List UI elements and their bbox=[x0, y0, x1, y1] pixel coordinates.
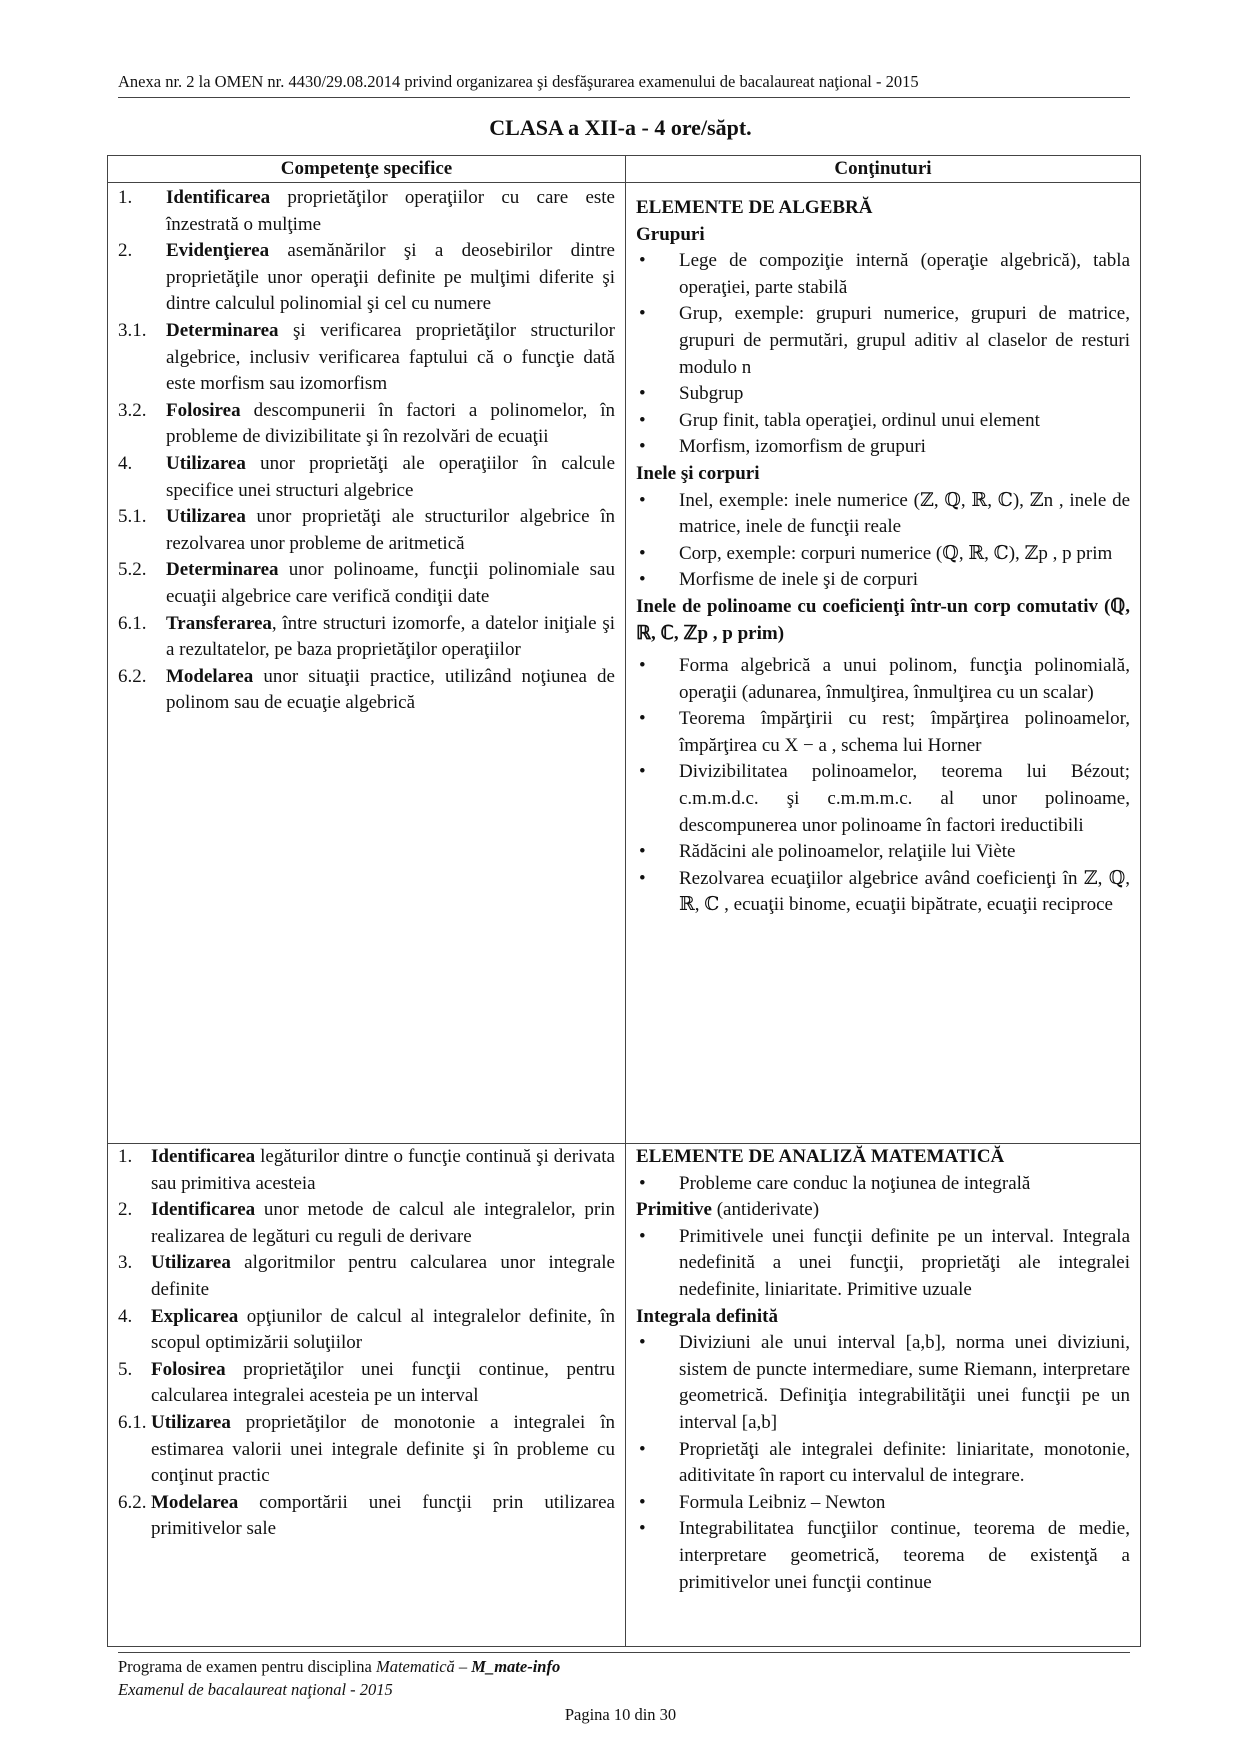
competency-rest: proprietăţilor operaţiilor cu care este înzestrată o mulţime bbox=[166, 187, 615, 235]
bullet-icon: • bbox=[639, 542, 646, 564]
content-bullet-text: Diviziuni ale unui interval [a,b], norma unei diviziuni, sistem de puncte intermediare, sume Riemann, interpretare geometrică. Definiţia integrabilităţii unei funcţii pe un interval [a,b] bbox=[679, 1332, 1130, 1433]
competency-text bbox=[166, 504, 615, 557]
content-bullet-text: Rădăcini ale polinoamelor, relaţiile lui Viète bbox=[679, 841, 1016, 863]
competency-verb: Modelarea bbox=[166, 665, 254, 687]
competency-verb: Identificarea bbox=[151, 1199, 256, 1221]
bullet-icon: • bbox=[639, 1518, 646, 1540]
content-bullet-item bbox=[636, 1490, 1130, 1517]
contents-cell bbox=[626, 1144, 1140, 1646]
subsection-title: Primitive bbox=[636, 1199, 712, 1221]
competency-item bbox=[118, 1250, 615, 1303]
competency-rest: unor metode de calcul ale integralelor, prin realizarea de legături cu reguli de derivare bbox=[151, 1199, 615, 1247]
competency-rest: unor proprietăţi ale structurilor algebrice în rezolvarea unor probleme de aritmetică bbox=[166, 506, 615, 554]
competency-verb: Identificarea bbox=[151, 1146, 256, 1167]
competency-item bbox=[118, 451, 615, 504]
competency-verb: Utilizarea bbox=[151, 1252, 231, 1274]
competency-verb: Determinarea bbox=[166, 319, 279, 341]
competency-rest: comportării unei funcţii prin utilizarea primitivelor sale bbox=[151, 1491, 615, 1540]
content-bullet-text: Morfism, izomorfism de grupuri bbox=[679, 436, 926, 458]
subsection-heading: Inele de polinoame cu coeficienţi într-un corp comutativ (ℚ, ℝ, ℂ, ℤp , p prim) bbox=[636, 595, 1130, 644]
competency-rest: asemănărilor şi a deosebirilor dintre proprietăţile unor operaţii definite pe mulţimi diferite şi dintre calculul polinomial şi cel cu numere bbox=[166, 240, 615, 315]
content-bullet-item bbox=[636, 488, 1130, 541]
competency-number: 6.1. bbox=[118, 1411, 147, 1433]
competency-number: 3. bbox=[118, 1252, 133, 1274]
competency-item bbox=[118, 318, 615, 398]
content-bullet-item bbox=[636, 408, 1130, 435]
competencies-cell bbox=[108, 183, 626, 1143]
footer-subject: Matematică bbox=[375, 1657, 455, 1676]
content-bullet-text: Corp, exemple: corpuri numerice (ℚ, ℝ, ℂ), ℤp , p prim bbox=[679, 542, 1113, 564]
subsection-heading: Integrala definită bbox=[636, 1305, 778, 1327]
table-header-row bbox=[108, 156, 1140, 183]
content-bullet-text: Forma algebrică a unui polinom, funcţia polinomială, operaţii (adunarea, înmulţirea, înmulţirea cu un scalar) bbox=[679, 655, 1130, 703]
competency-rest: legăturilor dintre o funcţie continuă şi derivata sau primitiva acesteia bbox=[151, 1146, 615, 1194]
competency-text bbox=[166, 557, 615, 610]
competency-rest: algoritmilor pentru calcularea unor integrale definite bbox=[151, 1252, 615, 1300]
content-bullet-item bbox=[636, 567, 1130, 594]
competency-number: 4. bbox=[118, 1305, 133, 1327]
competency-text bbox=[151, 1357, 615, 1410]
competency-item bbox=[118, 664, 615, 717]
competency-number: 2. bbox=[118, 1199, 133, 1221]
content-bullet-item bbox=[636, 839, 1130, 866]
bullet-icon: • bbox=[639, 841, 646, 863]
content-bullet-text: Integrabilitatea funcţiilor continue, teorema de medie, interpretare geometrică, teorema de existenţă a primitivelor unei funcţii continue bbox=[679, 1518, 1130, 1593]
footer-divider bbox=[118, 1652, 1130, 1653]
page-number: Pagina 10 din 30 bbox=[564, 1705, 677, 1724]
competency-rest: proprietăţilor de monotonie a integralei în estimarea valorii unei integrale definite şi în probleme cu conţinut practic bbox=[151, 1411, 615, 1487]
competency-text bbox=[151, 1410, 615, 1490]
content-bullet-item bbox=[636, 866, 1130, 919]
footer-prefix: Programa de examen pentru disciplina bbox=[118, 1657, 376, 1676]
bullet-icon: • bbox=[639, 436, 646, 458]
competency-number: 6.2. bbox=[118, 1491, 147, 1513]
table-row-algebra bbox=[108, 183, 1140, 1144]
bullet-icon: • bbox=[639, 1172, 646, 1194]
competency-verb: Explicarea bbox=[151, 1305, 239, 1327]
competencies-cell bbox=[108, 1144, 626, 1646]
content-bullet-text: Formula Leibniz – Newton bbox=[679, 1491, 886, 1513]
competency-number: 3.2. bbox=[118, 399, 147, 421]
footer-program-line bbox=[118, 1657, 560, 1677]
competency-number: 3.1. bbox=[118, 319, 147, 341]
content-bullet-item bbox=[636, 1516, 1130, 1596]
content-bullet-text: Teorema împărţirii cu rest; împărţirea polinoamelor, împărţirea cu X − a , schema lui Horner bbox=[679, 708, 1130, 756]
competency-item bbox=[118, 398, 615, 451]
content-bullet-text: Grup finit, tabla operaţiei, ordinul unui element bbox=[679, 409, 1040, 431]
content-bullet-text: Lege de compoziţie internă (operaţie algebrică), tabla operaţiei, parte stabilă bbox=[679, 250, 1130, 298]
competency-number: 5.1. bbox=[118, 506, 147, 528]
competency-item bbox=[118, 185, 615, 238]
bullet-icon: • bbox=[639, 409, 646, 431]
competency-number: 5.2. bbox=[118, 559, 147, 581]
content-bullet-item bbox=[636, 653, 1130, 706]
competency-verb: Utilizarea bbox=[166, 506, 246, 528]
content-bullet-text: Divizibilitatea polinoamelor, teorema lui Bézout; c.m.m.d.c. şi c.m.m.m.c. al unor polinoame, descompunerea unor polinoame în factori ireductibili bbox=[679, 761, 1130, 836]
bullet-icon: • bbox=[639, 708, 646, 730]
section-heading: ELEMENTE DE ANALIZĂ MATEMATICĂ bbox=[636, 1146, 1005, 1167]
content-bullet-item bbox=[636, 381, 1130, 408]
subsection-heading: Grupuri bbox=[636, 223, 705, 245]
competency-rest: unor proprietăţi ale operaţiilor în calcule specifice unei structuri algebrice bbox=[166, 452, 615, 501]
curriculum-table bbox=[107, 155, 1141, 1647]
contents-cell bbox=[626, 183, 1140, 1143]
competency-text bbox=[151, 1304, 615, 1357]
subsection-heading bbox=[636, 1197, 1130, 1224]
col-header-contents: Conţinuturi bbox=[834, 158, 932, 179]
competency-rest: descompunerii în factori a polinomelor, în probleme de divizibilitate şi în rezolvări de ecuaţii bbox=[166, 399, 615, 448]
competency-number: 4. bbox=[118, 452, 133, 474]
content-bullet-item bbox=[636, 706, 1130, 759]
competency-verb: Transferarea bbox=[166, 612, 272, 634]
competency-text bbox=[166, 185, 615, 238]
competency-item bbox=[118, 1490, 615, 1543]
competency-text bbox=[151, 1144, 615, 1197]
content-bullet-text: Inel, exemple: inele numerice (ℤ, ℚ, ℝ, ℂ), ℤn , inele de matrice, inele de funcţii reale bbox=[679, 489, 1130, 538]
competency-item bbox=[118, 557, 615, 610]
competency-rest: proprietăţilor unei funcţii continue, pentru calcularea integralei acesteia pe un interval bbox=[151, 1358, 615, 1407]
competency-text bbox=[166, 398, 615, 451]
content-bullet-item bbox=[636, 759, 1130, 839]
competency-text bbox=[166, 451, 615, 504]
competency-item bbox=[118, 1357, 615, 1410]
competency-verb: Utilizarea bbox=[151, 1411, 231, 1433]
footer-exam-line: Examenul de bacalaureat naţional - 2015 bbox=[118, 1680, 393, 1699]
competency-item bbox=[118, 1304, 615, 1357]
content-bullet-item bbox=[636, 248, 1130, 301]
competency-verb: Evidenţierea bbox=[166, 240, 270, 262]
content-bullet-item bbox=[636, 1171, 1130, 1198]
competency-verb: Determinarea bbox=[166, 559, 279, 581]
content-bullet-text: Primitivele unei funcţii definite pe un interval. Integrala nedefinită a unei funcţii, proprietăţi ale integralei nedefinite, liniaritate. Primitive uzuale bbox=[679, 1225, 1130, 1300]
competency-text bbox=[166, 611, 615, 664]
content-bullet-item bbox=[636, 541, 1130, 568]
subsection-heading: Inele şi corpuri bbox=[636, 462, 760, 484]
competency-number: 1. bbox=[118, 187, 133, 208]
competency-text bbox=[166, 664, 615, 717]
competency-rest: , între structuri izomorfe, a datelor iniţiale şi a rezultatelor, pe baza proprietăţilor operaţiilor bbox=[166, 612, 615, 661]
competency-verb: Folosirea bbox=[151, 1358, 226, 1380]
competency-text bbox=[166, 238, 615, 318]
competency-text bbox=[151, 1490, 615, 1543]
content-bullet-text: Rezolvarea ecuaţiilor algebrice având coeficienţi în ℤ, ℚ, ℝ, ℂ , ecuaţii binome, ecuaţii bipătrate, ecuaţii reciproce bbox=[679, 867, 1130, 916]
competency-item bbox=[118, 1144, 615, 1197]
competency-item bbox=[118, 1197, 615, 1250]
col-header-competencies: Competenţe specifice bbox=[108, 156, 626, 182]
competency-number: 6.2. bbox=[118, 665, 147, 687]
bullet-icon: • bbox=[639, 303, 646, 325]
competency-number: 2. bbox=[118, 240, 133, 262]
competency-number: 1. bbox=[118, 1146, 133, 1167]
competency-item bbox=[118, 611, 615, 664]
table-row-analysis bbox=[108, 1144, 1140, 1646]
content-bullet-item bbox=[636, 1224, 1130, 1304]
footer-program: M_mate-info bbox=[471, 1657, 561, 1676]
competency-verb: Utilizarea bbox=[166, 452, 246, 474]
bullet-icon: • bbox=[639, 655, 646, 677]
section-heading: ELEMENTE DE ALGEBRĂ bbox=[636, 197, 873, 218]
bullet-icon: • bbox=[639, 250, 646, 272]
content-bullet-text: Proprietăţi ale integralei definite: liniaritate, monotonie, aditivitate în raport cu intervalul de integrare. bbox=[679, 1438, 1130, 1487]
competency-item bbox=[118, 238, 615, 318]
bullet-icon: • bbox=[639, 489, 646, 511]
content-bullet-text: Subgrup bbox=[679, 383, 744, 405]
bullet-icon: • bbox=[639, 1438, 646, 1460]
competency-rest: şi verificarea proprietăţilor structurilor algebrice, inclusiv verificarea faptului că o funcţie dată este morfism sau izomorfism bbox=[166, 319, 615, 395]
content-bullet-item bbox=[636, 434, 1130, 461]
content-bullet-text: Probleme care conduc la noţiunea de integrală bbox=[679, 1172, 1031, 1194]
competency-text bbox=[151, 1250, 615, 1303]
content-bullet-item bbox=[636, 1330, 1130, 1436]
competency-verb: Identificarea bbox=[166, 187, 271, 208]
competency-text bbox=[166, 318, 615, 398]
competency-verb: Modelarea bbox=[151, 1491, 239, 1513]
content-bullet-item bbox=[636, 301, 1130, 381]
competency-rest: unor situaţii practice, utilizând noţiunea de polinom sau de ecuaţie algebrică bbox=[166, 665, 615, 714]
competency-number: 6.1. bbox=[118, 612, 147, 634]
bullet-icon: • bbox=[639, 761, 646, 783]
header-divider bbox=[118, 97, 1130, 98]
bullet-icon: • bbox=[639, 1491, 646, 1513]
content-bullet-text: Grup, exemple: grupuri numerice, grupuri de matrice, grupuri de permutări, grupul aditiv al claselor de resturi modulo n bbox=[679, 303, 1130, 378]
competency-verb: Folosirea bbox=[166, 399, 241, 421]
bullet-icon: • bbox=[639, 569, 646, 591]
competency-item bbox=[118, 504, 615, 557]
content-bullet-item bbox=[636, 1437, 1130, 1490]
competency-rest: opţiunilor de calcul al integralelor definite, în scopul optimizării soluţiilor bbox=[151, 1305, 615, 1354]
subsection-suffix: (antiderivate) bbox=[711, 1199, 820, 1221]
footer-dash: – bbox=[454, 1657, 472, 1676]
competency-number: 5. bbox=[118, 1358, 133, 1380]
content-bullet-text: Morfisme de inele şi de corpuri bbox=[679, 569, 919, 591]
competency-item bbox=[118, 1410, 615, 1490]
competency-rest: unor polinoame, funcţii polinomiale sau ecuaţii algebrice care verifică condiţii date bbox=[166, 559, 615, 607]
bullet-icon: • bbox=[639, 383, 646, 405]
bullet-icon: • bbox=[639, 1225, 646, 1247]
page-header: Anexa nr. 2 la OMEN nr. 4430/29.08.2014 privind organizarea şi desfăşurarea examenului de bacalaureat naţional - 2015 bbox=[118, 72, 919, 91]
competency-text bbox=[151, 1197, 615, 1250]
bullet-icon: • bbox=[639, 1332, 646, 1354]
bullet-icon: • bbox=[639, 867, 646, 889]
page-title: CLASA a XII-a - 4 ore/săpt. bbox=[489, 115, 752, 140]
